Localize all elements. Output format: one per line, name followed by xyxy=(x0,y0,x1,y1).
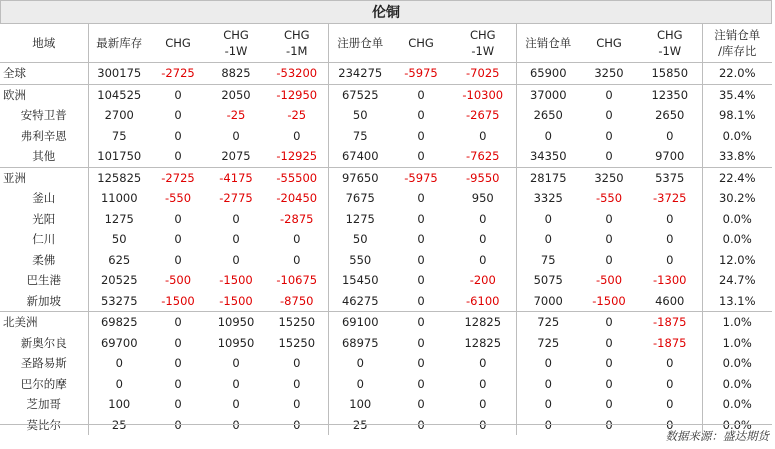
value-cell: 22.4% xyxy=(702,167,772,188)
value-cell: 0 xyxy=(174,356,182,371)
value-cell: 0 xyxy=(174,211,182,226)
value-cell: 5375 xyxy=(638,167,702,188)
region-cell: 巴生港 xyxy=(26,273,61,288)
value-cell: 0 xyxy=(605,149,613,164)
value-cell: 25 xyxy=(328,415,392,436)
value-cell: 20525 xyxy=(88,270,150,291)
value-cell: -2875 xyxy=(280,211,314,226)
table-row xyxy=(0,312,772,333)
value-cell: 0 xyxy=(392,312,450,333)
value-cell: 50 xyxy=(88,229,150,250)
value-cell: 8825 xyxy=(206,63,266,85)
region-cell: 亚洲 xyxy=(0,167,88,188)
value-cell: 0 xyxy=(516,394,580,415)
value-cell: 3250 xyxy=(580,63,638,85)
value-cell: 13.1% xyxy=(702,291,772,312)
value-cell: -1500 xyxy=(219,273,253,288)
region-cell: 莫比尔 xyxy=(26,417,61,432)
value-cell: 50 xyxy=(328,105,392,126)
table-bottom-border xyxy=(0,424,772,425)
value-cell: 625 xyxy=(88,250,150,271)
column-header: 注销仓单 xyxy=(516,24,580,63)
column-header: CHG xyxy=(392,24,450,63)
value-cell: 69100 xyxy=(328,312,392,333)
value-cell: 25 xyxy=(88,415,150,436)
value-cell: 30.2% xyxy=(702,188,772,209)
header-row xyxy=(0,24,772,63)
value-cell: -6100 xyxy=(466,293,500,308)
value-cell: 15850 xyxy=(638,63,702,85)
table-row xyxy=(0,394,772,415)
value-cell: 0 xyxy=(417,108,425,123)
value-cell: 234275 xyxy=(328,63,392,85)
value-cell: -10300 xyxy=(450,84,516,105)
region-cell: 光阳 xyxy=(32,211,56,226)
column-header: CHG -1W xyxy=(206,24,266,63)
value-cell: 12825 xyxy=(464,335,502,350)
value-cell: 0 xyxy=(174,335,182,350)
value-cell: 101750 xyxy=(88,146,150,167)
value-cell: -2725 xyxy=(150,63,206,85)
column-header: CHG xyxy=(580,24,638,63)
value-cell: 33.8% xyxy=(702,146,772,167)
column-header: CHG xyxy=(150,24,206,63)
value-cell: 0 xyxy=(580,84,638,105)
value-cell: 11000 xyxy=(88,188,150,209)
value-cell: 98.1% xyxy=(702,105,772,126)
value-cell: 22.0% xyxy=(702,63,772,85)
value-cell: 15250 xyxy=(266,312,328,333)
value-cell: 12350 xyxy=(638,84,702,105)
value-cell: 0 xyxy=(232,252,240,267)
column-header: 注销仓单 /库存比 xyxy=(702,24,772,63)
value-cell: -12925 xyxy=(276,149,318,164)
value-cell: 0 xyxy=(232,128,240,143)
region-cell: 釜山 xyxy=(32,191,56,206)
table-row xyxy=(0,105,772,126)
value-cell: 0 xyxy=(293,417,301,432)
value-cell: 0 xyxy=(666,376,674,391)
value-cell: 0 xyxy=(666,417,674,432)
value-cell: 0.0% xyxy=(702,394,772,415)
table-header xyxy=(0,24,772,63)
column-header: 注册仓单 xyxy=(328,24,392,63)
value-cell: -500 xyxy=(595,273,623,288)
value-cell: 10950 xyxy=(206,312,266,333)
value-cell: 0 xyxy=(232,417,240,432)
value-cell: 24.7% xyxy=(702,270,772,291)
value-cell: 0 xyxy=(417,232,425,247)
value-cell: 0 xyxy=(605,376,613,391)
table-title: 伦铜 xyxy=(0,0,772,24)
value-cell: -1500 xyxy=(592,293,626,308)
value-cell: 0 xyxy=(516,209,580,230)
value-cell: 0 xyxy=(516,229,580,250)
value-cell: -2775 xyxy=(219,191,253,206)
value-cell: 0 xyxy=(232,232,240,247)
value-cell: 68975 xyxy=(328,333,392,354)
value-cell: 0 xyxy=(417,376,425,391)
value-cell: 0 xyxy=(417,128,425,143)
value-cell: 0 xyxy=(516,374,580,395)
value-cell: 75 xyxy=(328,126,392,147)
value-cell: 0 xyxy=(666,252,674,267)
region-cell: 巴尔的摩 xyxy=(20,376,67,391)
value-cell: 0.0% xyxy=(702,415,772,436)
region-cell: 欧洲 xyxy=(0,84,88,105)
value-cell: 0 xyxy=(605,397,613,412)
value-cell: 7000 xyxy=(516,291,580,312)
value-cell: 0 xyxy=(150,312,206,333)
value-cell: 0 xyxy=(328,353,392,374)
value-cell: 0 xyxy=(417,293,425,308)
value-cell: -2725 xyxy=(150,167,206,188)
value-cell: 75 xyxy=(88,126,150,147)
value-cell: -1875 xyxy=(653,335,687,350)
value-cell: 0 xyxy=(479,397,487,412)
value-cell: -200 xyxy=(469,273,496,288)
value-cell: -8750 xyxy=(280,293,314,308)
value-cell: -1500 xyxy=(219,293,253,308)
value-cell: 0 xyxy=(666,128,674,143)
value-cell: 12.0% xyxy=(702,250,772,271)
value-cell: 0 xyxy=(174,417,182,432)
value-cell: 0 xyxy=(392,84,450,105)
value-cell: 0 xyxy=(479,417,487,432)
table-row xyxy=(0,333,772,354)
value-cell: 65900 xyxy=(516,63,580,85)
value-cell: 0 xyxy=(417,252,425,267)
value-cell: 15450 xyxy=(328,270,392,291)
value-cell: 0 xyxy=(666,232,674,247)
value-cell: 67400 xyxy=(328,146,392,167)
region-cell: 弗利辛恩 xyxy=(20,128,67,143)
value-cell: 0 xyxy=(174,252,182,267)
value-cell: 1275 xyxy=(88,209,150,230)
value-cell: 35.4% xyxy=(702,84,772,105)
value-cell: 0 xyxy=(293,376,301,391)
table-row xyxy=(0,188,772,209)
table-row xyxy=(0,84,772,105)
value-cell: -500 xyxy=(164,273,192,288)
value-cell: 2050 xyxy=(206,84,266,105)
value-cell: 1.0% xyxy=(702,333,772,354)
value-cell: 0 xyxy=(232,211,240,226)
value-cell: 0 xyxy=(605,128,613,143)
region-cell: 全球 xyxy=(0,63,88,85)
value-cell: 0 xyxy=(666,211,674,226)
table-row xyxy=(0,250,772,271)
value-cell: 0 xyxy=(174,397,182,412)
region-cell: 仁川 xyxy=(32,232,56,247)
value-cell: 100 xyxy=(328,394,392,415)
region-cell: 芝加哥 xyxy=(26,397,61,412)
table-row xyxy=(0,353,772,374)
value-cell: 104525 xyxy=(88,84,150,105)
region-cell: 其他 xyxy=(32,149,56,164)
value-cell: 0 xyxy=(417,211,425,226)
value-cell: -550 xyxy=(595,191,623,206)
value-cell: -1300 xyxy=(653,273,687,288)
value-cell: 950 xyxy=(471,191,494,206)
value-cell: 9700 xyxy=(655,149,685,164)
table-row xyxy=(0,374,772,395)
value-cell: 0 xyxy=(88,374,150,395)
value-cell: -4175 xyxy=(206,167,266,188)
value-cell: 0 xyxy=(293,397,301,412)
value-cell: -25 xyxy=(287,108,307,123)
table-row xyxy=(0,291,772,312)
value-cell: 69700 xyxy=(88,333,150,354)
value-cell: 0 xyxy=(605,417,613,432)
value-cell: 300175 xyxy=(88,63,150,85)
value-cell: 0 xyxy=(232,397,240,412)
value-cell: 0 xyxy=(174,149,182,164)
value-cell: 0 xyxy=(479,211,487,226)
value-cell: -7025 xyxy=(450,63,516,85)
region-cell: 安特卫普 xyxy=(20,108,67,123)
value-cell: 0 xyxy=(293,232,301,247)
value-cell: -5975 xyxy=(392,63,450,85)
value-cell: 0 xyxy=(417,273,425,288)
value-cell: 0 xyxy=(479,252,487,267)
value-cell: 0 xyxy=(293,128,301,143)
value-cell: 0 xyxy=(580,312,638,333)
region-cell: 圣路易斯 xyxy=(20,356,67,371)
value-cell: 0 xyxy=(417,417,425,432)
value-cell: 550 xyxy=(328,250,392,271)
value-cell: 28175 xyxy=(516,167,580,188)
value-cell: 0 xyxy=(605,108,613,123)
region-cell: 新奥尔良 xyxy=(20,335,67,350)
column-header: 地域 xyxy=(0,24,88,63)
value-cell: 0.0% xyxy=(702,229,772,250)
value-cell: 0 xyxy=(666,356,674,371)
column-header: CHG -1M xyxy=(266,24,328,63)
value-cell: 12825 xyxy=(450,312,516,333)
column-header: CHG -1W xyxy=(638,24,702,63)
value-cell: 15250 xyxy=(278,335,316,350)
value-cell: 0 xyxy=(174,232,182,247)
value-cell: 125825 xyxy=(88,167,150,188)
value-cell: 0 xyxy=(479,376,487,391)
value-cell: 0 xyxy=(88,353,150,374)
value-cell: 1.0% xyxy=(702,312,772,333)
value-cell: 7675 xyxy=(328,188,392,209)
value-cell: -2675 xyxy=(466,108,500,123)
value-cell: 0 xyxy=(417,397,425,412)
value-cell: 46275 xyxy=(328,291,392,312)
value-cell: 0 xyxy=(417,149,425,164)
value-cell: -10675 xyxy=(276,273,318,288)
value-cell: 3325 xyxy=(516,188,580,209)
value-cell: 0 xyxy=(605,252,613,267)
value-cell: 0 xyxy=(479,128,487,143)
value-cell: 0 xyxy=(516,353,580,374)
value-cell: 100 xyxy=(88,394,150,415)
value-cell: 2075 xyxy=(221,149,251,164)
value-cell: -53200 xyxy=(266,63,328,85)
column-header: CHG -1W xyxy=(450,24,516,63)
value-cell: -55500 xyxy=(266,167,328,188)
value-cell: 0 xyxy=(516,415,580,436)
value-cell: 0 xyxy=(479,356,487,371)
value-cell: 0 xyxy=(174,376,182,391)
value-cell: 0 xyxy=(417,356,425,371)
table-row xyxy=(0,167,772,188)
table-row xyxy=(0,229,772,250)
value-cell: 50 xyxy=(328,229,392,250)
value-cell: 5075 xyxy=(516,270,580,291)
value-cell: 10950 xyxy=(217,335,255,350)
value-cell: -20450 xyxy=(276,191,318,206)
value-cell: -3725 xyxy=(653,191,687,206)
value-cell: 0 xyxy=(174,128,182,143)
value-cell: 67525 xyxy=(328,84,392,105)
value-cell: 0.0% xyxy=(702,126,772,147)
region-cell: 新加坡 xyxy=(26,293,61,308)
value-cell: 2650 xyxy=(516,105,580,126)
value-cell: -7625 xyxy=(466,149,500,164)
value-cell: 2700 xyxy=(88,105,150,126)
value-cell: 0 xyxy=(293,356,301,371)
value-cell: 53275 xyxy=(88,291,150,312)
value-cell: -550 xyxy=(164,191,192,206)
column-header: 最新库存 xyxy=(88,24,150,63)
value-cell: -12950 xyxy=(266,84,328,105)
value-cell: 0 xyxy=(150,84,206,105)
value-cell: 725 xyxy=(516,312,580,333)
value-cell: 0 xyxy=(479,232,487,247)
value-cell: 97650 xyxy=(328,167,392,188)
value-cell: 37000 xyxy=(516,84,580,105)
value-cell: 0 xyxy=(605,232,613,247)
table-row xyxy=(0,270,772,291)
value-cell: 34350 xyxy=(516,146,580,167)
value-cell: 0 xyxy=(605,211,613,226)
table-row xyxy=(0,146,772,167)
value-cell: 0 xyxy=(417,335,425,350)
table-row xyxy=(0,63,772,85)
value-cell: 0 xyxy=(417,191,425,206)
value-cell: 0.0% xyxy=(702,374,772,395)
value-cell: -25 xyxy=(226,108,246,123)
value-cell: 0 xyxy=(174,108,182,123)
value-cell: 0.0% xyxy=(702,353,772,374)
value-cell: -1875 xyxy=(638,312,702,333)
value-cell: 3250 xyxy=(580,167,638,188)
value-cell: 725 xyxy=(516,333,580,354)
value-cell: 0 xyxy=(232,356,240,371)
data-source-note: 数据来源：盛达期货 xyxy=(665,429,769,443)
value-cell: 0 xyxy=(666,397,674,412)
table-row xyxy=(0,126,772,147)
value-cell: 0 xyxy=(605,335,613,350)
value-cell: 0.0% xyxy=(702,209,772,230)
value-cell: 2650 xyxy=(655,108,685,123)
region-cell: 柔佛 xyxy=(32,252,56,267)
value-cell: 69825 xyxy=(88,312,150,333)
value-cell: 0 xyxy=(605,356,613,371)
value-cell: 0 xyxy=(232,376,240,391)
value-cell: 0 xyxy=(516,126,580,147)
value-cell: 75 xyxy=(516,250,580,271)
inventory-table xyxy=(0,24,772,435)
value-cell: 0 xyxy=(328,374,392,395)
value-cell: 0 xyxy=(293,252,301,267)
value-cell: 1275 xyxy=(328,209,392,230)
value-cell: 4600 xyxy=(655,293,685,308)
table-row xyxy=(0,209,772,230)
table-body xyxy=(0,63,772,436)
value-cell: -9550 xyxy=(450,167,516,188)
value-cell: -1500 xyxy=(161,293,195,308)
value-cell: -5975 xyxy=(392,167,450,188)
region-cell: 北美洲 xyxy=(0,312,88,333)
